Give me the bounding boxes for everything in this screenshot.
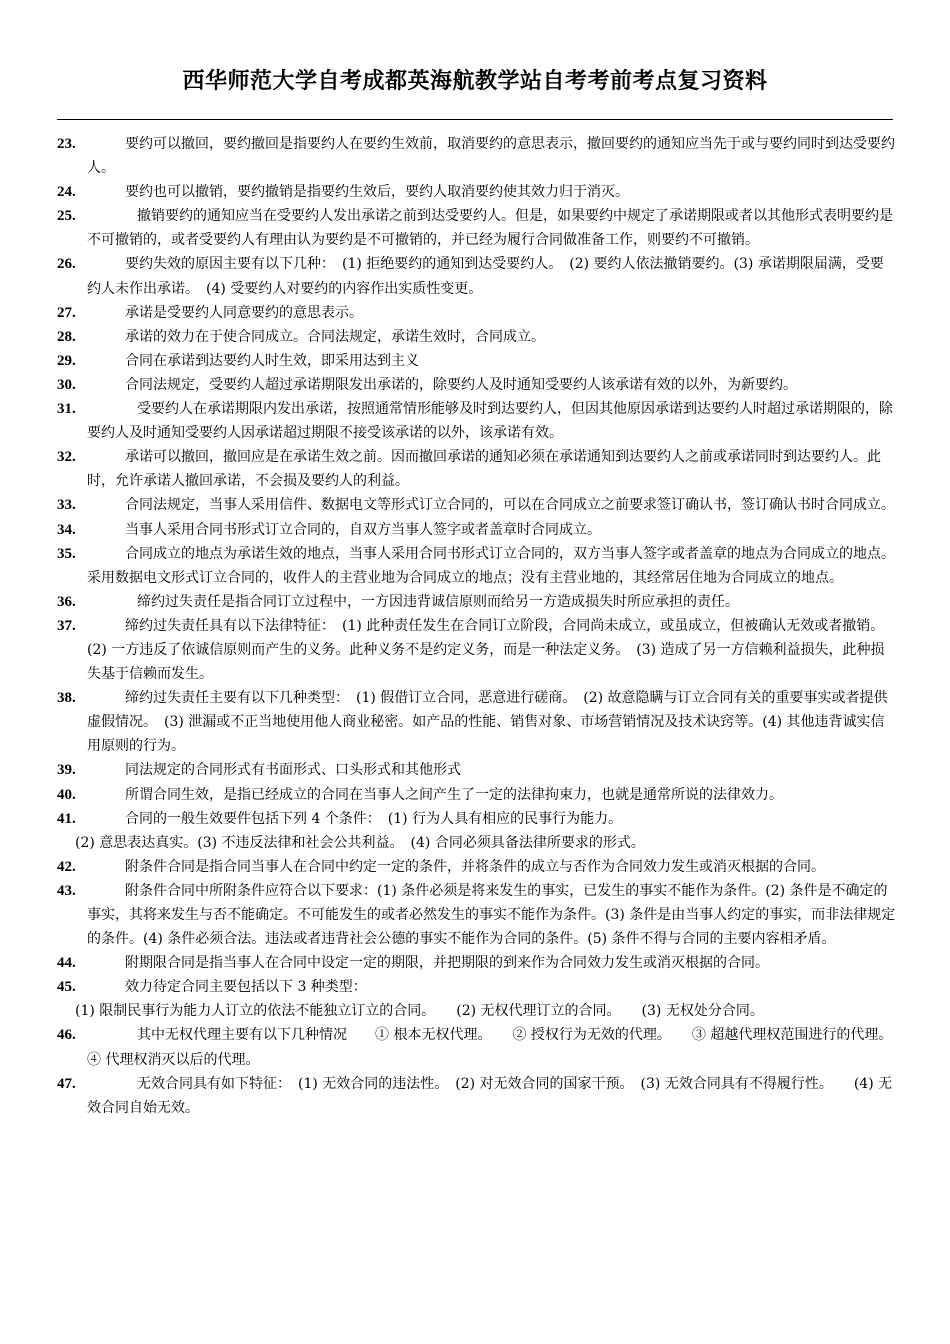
item-number: 27.: [57, 304, 76, 321]
item-text: 要约失效的原因主要有以下几种： (1) 拒绝要约的通知到达受要约人。 (2) 要约人依法撤销要约。(3) 承诺期限届满，受要约人未作出承诺。 (4) 受要约人对要约的内容作出实质性变更。: [87, 256, 884, 297]
item-text: 缔约过失责任是指合同订立过程中，一方因违背诚信原则而给另一方造成损失时所应承担的责任。: [137, 593, 739, 610]
item-text: 受要约人在承诺期限内发出承诺，按照通常情形能够及时到达要约人，但因其他原因承诺到达要约人时超过承诺期限的，除要约人及时通知受要约人因承诺超过期限不接受该承诺的以外，该承诺有效。: [87, 401, 893, 442]
list-item: [57, 807, 897, 855]
list-item: [57, 252, 897, 300]
item-text: 合同在承诺到达要约人时生效，即采用达到主义: [125, 352, 419, 369]
item-number: 26.: [57, 256, 76, 273]
list-item: [57, 349, 897, 373]
item-number: 42.: [57, 858, 76, 875]
list-item: [57, 180, 897, 204]
item-number: 34.: [57, 521, 76, 538]
item-number: 25.: [57, 208, 76, 225]
list-item: [57, 204, 897, 252]
item-number: 37.: [57, 617, 76, 634]
item-number: 24.: [57, 184, 76, 201]
item-number: 35.: [57, 545, 76, 562]
item-number: 38.: [57, 690, 76, 707]
item-number: 47.: [57, 1075, 76, 1092]
page-title: 西华师范大学自考成都英海航教学站自考考前考点复习资料: [182, 69, 768, 94]
item-number: 32.: [57, 449, 76, 466]
item-text: 承诺的效力在于使合同成立。合同法规定，承诺生效时，合同成立。: [125, 328, 545, 345]
item-number: 39.: [57, 762, 76, 779]
item-text: 要约也可以撤销，要约撤销是指要约生效后，要约人取消要约使其效力归于消灭。: [125, 184, 629, 201]
review-item-list: [57, 132, 914, 1120]
list-item: [57, 758, 897, 782]
item-text: 效力待定合同主要包括以下 3 种类型：: [125, 979, 367, 996]
list-item: [57, 1072, 897, 1120]
list-item: [57, 855, 897, 879]
list-item: [57, 132, 897, 180]
item-text: 所谓合同生效，是指已经成立的合同在当事人之间产生了一定的法律拘束力，也就是通常所说的法律效力。: [125, 786, 783, 803]
item-number: 29.: [57, 352, 76, 369]
list-item: [57, 614, 906, 686]
item-number: 30.: [57, 376, 76, 393]
item-text: 缔约过失责任主要有以下几种类型： (1) 假借订立合同，恶意进行磋商。 (2) 故意隐瞒与订立合同有关的重要事实或者提供虚假情况。 (3) 泄漏或不正当地使用他人商业秘密。如产品的性能、销售对象、市场营销情况及技术诀窍等。(4) 其他违背诚实信用原则的行为。: [87, 690, 888, 755]
list-item: [57, 445, 897, 493]
list-item: [57, 301, 897, 325]
item-number: 31.: [57, 401, 76, 418]
item-continuation: (2) 意思表达真实。(3) 不违反法律和社会公共利益。 (4) 合同必须具备法律所要求的形式。: [75, 834, 645, 851]
title-divider: [57, 119, 893, 120]
list-item: [57, 590, 897, 614]
item-text: 承诺是受要约人同意要约的意思表示。: [125, 304, 363, 321]
list-item: [57, 975, 897, 1023]
item-text: 其中无权代理主要有以下几种情况 ① 根本无权代理。 ② 授权行为无效的代理。 ③ 超越代理权范围进行的代理。 ④ 代理权消灭以后的代理。: [87, 1027, 914, 1068]
item-text: 要约可以撤回，要约撤回是指要约人在要约生效前，取消要约的意思表示，撤回要约的通知应当先于或与要约同时到达受要约人。: [87, 136, 895, 177]
item-number: 23.: [57, 136, 76, 152]
item-text: 承诺可以撤回，撤回应是在承诺生效之前。因而撤回承诺的通知必须在承诺通知到达要约人之前或承诺同时到达要约人。此时，允许承诺人撤回承诺，不会损及要约人的利益。: [87, 449, 881, 490]
item-text: 合同法规定，受要约人超过承诺期限发出承诺的，除要约人及时通知受要约人该承诺有效的以外，为新要约。: [125, 376, 797, 393]
list-item: [57, 493, 897, 517]
item-number: 36.: [57, 593, 76, 610]
item-number: 28.: [57, 328, 76, 345]
list-item: [57, 686, 897, 758]
item-text: 合同成立的地点为承诺生效的地点，当事人采用合同书形式订立合同的，双方当事人签字或者盖章的地点为合同成立的地点。采用数据电文形式订立合同的，收件人的主营业地为合同成立的地点；没有主营业地的，其经常居住地为合同成立的地点。: [87, 545, 895, 586]
list-item: [57, 542, 897, 590]
item-text: 缔约过失责任具有以下法律特征： (1) 此种责任发生在合同订立阶段，合同尚未成立，或虽成立，但被确认无效或者撤销。 (2) 一方违反了依诚信原则而产生的义务。此种义务不是约定义务，而是一种法定义务。 (3) 造成了另一方信赖利益损失，此种损失基于信赖而发生。: [87, 617, 906, 683]
list-item: [57, 325, 897, 349]
item-text: 当事人采用合同书形式订立合同的，自双方当事人签字或者盖章时合同成立。: [125, 521, 601, 538]
item-number: 41.: [57, 810, 76, 827]
item-text: 合同的一般生效要件包括下列 4 个条件： (1) 行为人具有相应的民事行为能力。: [125, 810, 623, 827]
item-number: 40.: [57, 786, 76, 803]
list-item: [57, 397, 897, 445]
list-item: [57, 518, 897, 542]
item-text: 无效合同具有如下特征： (1) 无效合同的违法性。 (2) 对无效合同的国家干预。 (3) 无效合同具有不得履行性。 (4) 无效合同自始无效。: [87, 1075, 893, 1116]
item-number: 46.: [57, 1027, 76, 1044]
list-item: [57, 879, 897, 951]
list-item: [57, 951, 897, 975]
item-continuation: (1) 限制民事行为能力人订立的依法不能独立订立的合同。 (2) 无权代理订立的合同。 (3) 无权处分合同。: [75, 1003, 764, 1020]
list-item: [57, 1023, 914, 1071]
item-number: 43.: [57, 882, 76, 899]
item-text: 附期限合同是指当事人在合同中设定一定的期限，并把期限的到来作为合同效力发生或消灭根据的合同。: [125, 955, 769, 972]
list-item: [57, 783, 897, 807]
item-text: 撤销要约的通知应当在受要约人发出承诺之前到达受要约人。但是，如果要约中规定了承诺期限或者以其他形式表明要约是不可撤销的，或者受要约人有理由认为要约是不可撤销的，并已经为履行合同做准备工作，则要约不可撤销。: [87, 208, 893, 249]
item-number: 33.: [57, 497, 76, 514]
list-item: [57, 373, 897, 397]
item-text: 附条件合同中所附条件应符合以下要求：(1) 条件必须是将来发生的事实，已发生的事实不能作为条件。(2) 条件是不确定的事实，其将来发生与否不能确定。不可能发生的或者必然发生的事实不能作为条件。(3) 条件是由当事人约定的事实，而非法律规定的条件。(4) 条件必须合法。违法或者违背社会公德的事实不能作为合同的条件。(5) 条件不得与合同的主要内容相矛盾。: [87, 882, 896, 948]
item-number: 44.: [57, 955, 76, 972]
item-number: 45.: [57, 979, 76, 996]
item-text: 同法规定的合同形式有书面形式、口头形式和其他形式: [125, 762, 461, 779]
item-text: 附条件合同是指合同当事人在合同中约定一定的条件，并将条件的成立与否作为合同效力发生或消灭根据的合同。: [125, 858, 825, 875]
item-text: 合同法规定，当事人采用信件、数据电文等形式订立合同的，可以在合同成立之前要求签订确认书，签订确认书时合同成立。: [125, 497, 895, 514]
